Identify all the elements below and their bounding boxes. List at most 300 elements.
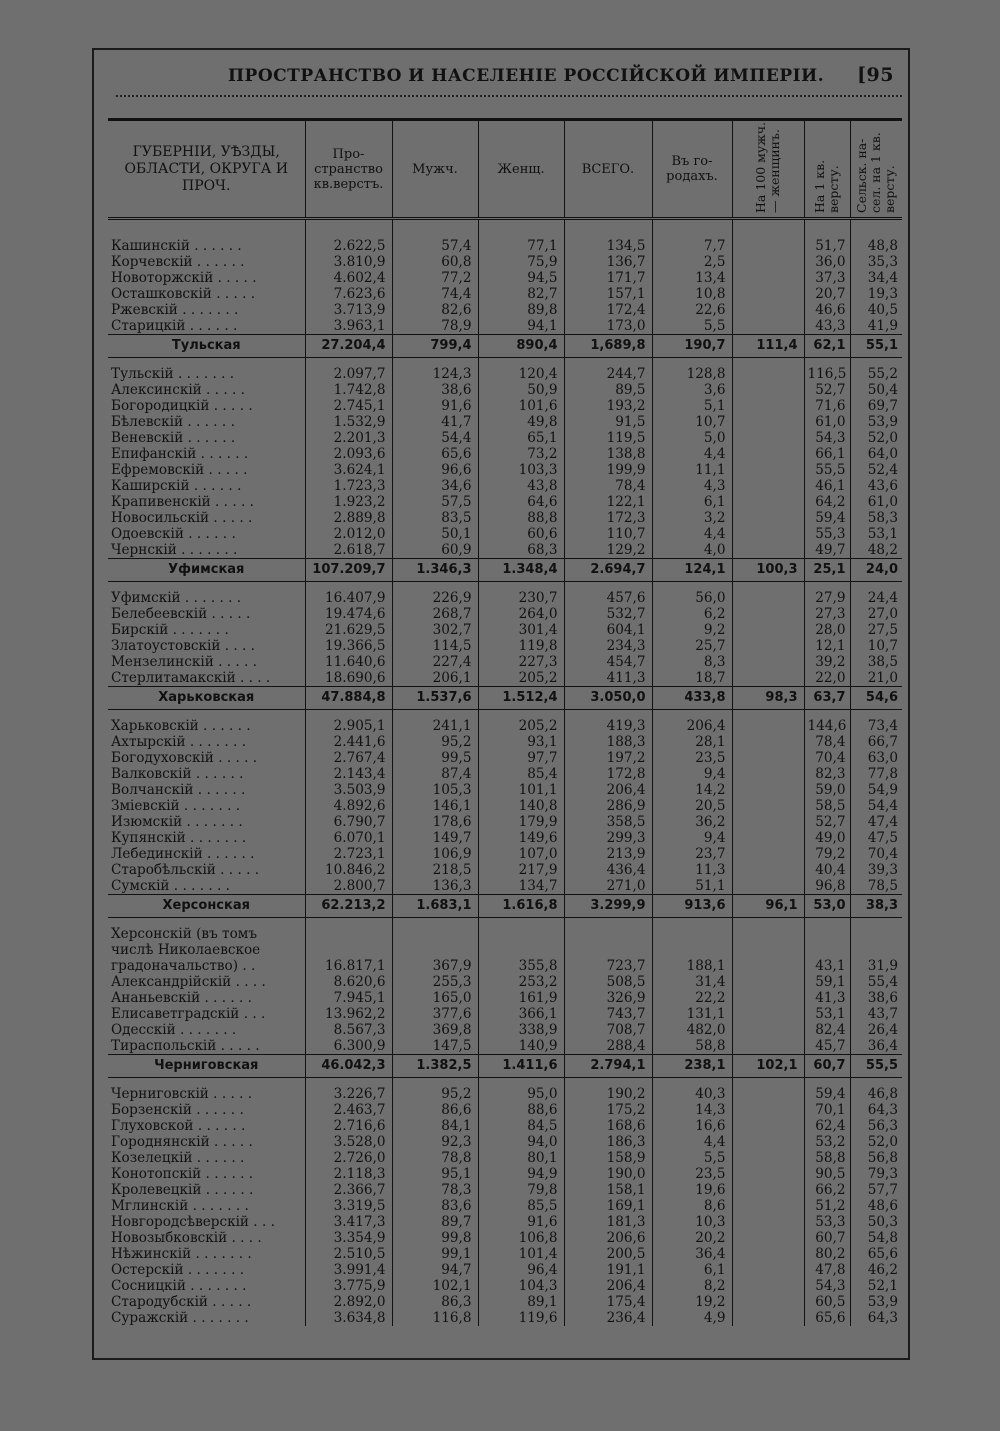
female-value: 230,7 (478, 590, 564, 606)
male-value: 60,9 (392, 542, 478, 559)
male-value: 60,8 (392, 254, 478, 270)
women-per-100-value (732, 942, 804, 958)
table-row (108, 814, 902, 830)
male-value: 89,7 (392, 1214, 478, 1230)
male-value: 226,9 (392, 590, 478, 606)
rural-density-value: 43,6 (867, 478, 898, 494)
table-row (108, 862, 902, 878)
region-name: Осташковскій . . . . . (108, 286, 305, 302)
rural-density-value (850, 926, 902, 942)
urban-value: 6,2 (652, 606, 732, 622)
area-value: 2.366,7 (305, 1182, 392, 1198)
female-value: 96,4 (478, 1262, 564, 1278)
female-value: 227,3 (478, 654, 564, 670)
table-row (108, 974, 902, 990)
female-value: 85,4 (478, 766, 564, 782)
total-value: 206,4 (564, 782, 652, 798)
urban-value: 10,7 (652, 414, 732, 430)
women-per-100-value (732, 830, 804, 846)
area-value: 2.745,1 (305, 398, 392, 414)
rural-density-value: 46,8 (867, 1086, 898, 1102)
region-name: Новозыбковскій . . . . (108, 1230, 305, 1246)
density-value: 39,2 (804, 654, 850, 670)
urban-value: 5,1 (652, 398, 732, 414)
male-value: 302,7 (392, 622, 478, 638)
area-value: 47.884,8 (305, 687, 392, 710)
density-value: 12,1 (804, 638, 850, 654)
area-value: 2.618,7 (305, 542, 392, 559)
region-name: Сумскій . . . . . . . (108, 878, 305, 895)
density-value: 53,1 (804, 1006, 850, 1022)
total-value: 326,9 (564, 990, 652, 1006)
rural-density-value: 38,6 (867, 990, 898, 1006)
rural-density-value: 63,0 (867, 750, 898, 766)
urban-value: 190,7 (652, 335, 732, 358)
density-value: 53,2 (804, 1134, 850, 1150)
total-value (564, 926, 652, 942)
male-value: 78,8 (392, 1150, 478, 1166)
density-value: 52,7 (804, 382, 850, 398)
total-value: 129,2 (564, 542, 652, 559)
density-value: 43,1 (804, 958, 850, 974)
area-value: 27.204,4 (305, 335, 392, 358)
urban-value: 433,8 (652, 687, 732, 710)
female-value: 95,0 (478, 1086, 564, 1102)
area-value: 13.962,2 (305, 1006, 392, 1022)
female-value: 88,6 (478, 1102, 564, 1118)
total-value: 157,1 (564, 286, 652, 302)
male-value: 206,1 (392, 670, 478, 687)
urban-value: 188,1 (652, 958, 732, 974)
rural-density-value: 27,0 (867, 606, 898, 622)
urban-value: 5,0 (652, 430, 732, 446)
women-per-100-value (732, 1182, 804, 1198)
female-value: 80,1 (478, 1150, 564, 1166)
male-value: 149,7 (392, 830, 478, 846)
region-name: Бѣлевскій . . . . . . (108, 414, 305, 430)
density-value: 27,9 (804, 590, 850, 606)
women-per-100-value (732, 734, 804, 750)
table-row (108, 478, 902, 494)
women-per-100-value (732, 670, 804, 687)
male-value: 41,7 (392, 414, 478, 430)
density-value: 58,8 (804, 1150, 850, 1166)
rural-density-value: 64,3 (867, 1310, 898, 1326)
region-name: Уфимская (108, 559, 305, 582)
region-name: Козелецкій . . . . . . (108, 1150, 305, 1166)
women-per-100-value (732, 1102, 804, 1118)
area-value: 3.991,4 (305, 1262, 392, 1278)
area-value: 2.143,4 (305, 766, 392, 782)
women-per-100-value (732, 286, 804, 302)
region-name: Конотопскій . . . . . . (108, 1166, 305, 1182)
male-value: 367,9 (392, 958, 478, 974)
region-name: Богородицкій . . . . . (108, 398, 305, 414)
table-row (108, 1310, 902, 1326)
density-value: 41,3 (804, 990, 850, 1006)
women-per-100-value (732, 1118, 804, 1134)
area-value: 3.417,3 (305, 1214, 392, 1230)
region-name: Каширскій . . . . . . (108, 478, 305, 494)
urban-value: 8,3 (652, 654, 732, 670)
women-per-100-value (732, 510, 804, 526)
area-value: 16.407,9 (305, 590, 392, 606)
rural-density-value: 10,7 (867, 638, 898, 654)
male-value: 78,3 (392, 1182, 478, 1198)
rural-density-value: 41,9 (867, 318, 898, 334)
table-row (108, 846, 902, 862)
density-value: 53,3 (804, 1214, 850, 1230)
region-name: Старицкій . . . . . . (108, 318, 305, 335)
total-value: 134,5 (564, 238, 652, 254)
male-value: 1.382,5 (392, 1055, 478, 1078)
women-per-100-value (732, 238, 804, 254)
urban-value: 3,6 (652, 382, 732, 398)
urban-value: 31,4 (652, 974, 732, 990)
density-value: 78,4 (804, 734, 850, 750)
total-value: 419,3 (564, 718, 652, 734)
female-value: 217,9 (478, 862, 564, 878)
table-row (108, 1006, 902, 1022)
area-value: 2.441,6 (305, 734, 392, 750)
total-value: 723,7 (564, 958, 652, 974)
women-per-100-value (732, 430, 804, 446)
area-value: 107.209,7 (305, 559, 392, 582)
region-name: Лебединскій . . . . . . (108, 846, 305, 862)
table-row (108, 718, 902, 734)
male-value: 136,3 (392, 878, 478, 895)
area-value: 6.300,9 (305, 1038, 392, 1055)
area-value (305, 926, 392, 942)
male-value: 105,3 (392, 782, 478, 798)
total-value: 119,5 (564, 430, 652, 446)
total-value: 197,2 (564, 750, 652, 766)
total-value: 169,1 (564, 1198, 652, 1214)
table-row (108, 398, 902, 414)
total-value: 191,1 (564, 1262, 652, 1278)
rural-density-value (850, 942, 902, 958)
area-value: 21.629,5 (305, 622, 392, 638)
total-value: 190,2 (564, 1086, 652, 1102)
area-value: 3.354,9 (305, 1230, 392, 1246)
male-value: 65,6 (392, 446, 478, 462)
total-value: 604,1 (564, 622, 652, 638)
region-name: Глуховской . . . . . . (108, 1118, 305, 1134)
urban-value: 22,6 (652, 302, 732, 318)
province-row (108, 335, 902, 358)
male-value: 99,1 (392, 1246, 478, 1262)
rural-density-value: 56,8 (867, 1150, 898, 1166)
density-value: 58,5 (804, 798, 850, 814)
women-per-100-value (732, 478, 804, 494)
region-name: Харьковскій . . . . . . (108, 718, 305, 734)
urban-value: 482,0 (652, 1022, 732, 1038)
rural-density-value: 52,4 (867, 462, 898, 478)
col-header-area: Про-странство кв.верстъ. (305, 120, 392, 219)
female-value: 106,8 (478, 1230, 564, 1246)
urban-value: 131,1 (652, 1006, 732, 1022)
rural-density-value: 54,6 (850, 687, 902, 710)
density-value: 52,7 (804, 814, 850, 830)
rural-density-value: 26,4 (867, 1022, 898, 1038)
area-value: 16.817,1 (305, 958, 392, 974)
total-value: 175,4 (564, 1294, 652, 1310)
rural-density-value: 40,5 (867, 302, 898, 318)
total-value: 175,2 (564, 1102, 652, 1118)
area-value: 3.226,7 (305, 1086, 392, 1102)
women-per-100-value (732, 798, 804, 814)
male-value: 57,5 (392, 494, 478, 510)
table-row (108, 1182, 902, 1198)
total-value: 508,5 (564, 974, 652, 990)
male-value: 124,3 (392, 366, 478, 382)
urban-value: 58,8 (652, 1038, 732, 1055)
women-per-100-value (732, 1246, 804, 1262)
rural-density-value: 66,7 (867, 734, 898, 750)
female-value: 68,3 (478, 542, 564, 559)
women-per-100-value (732, 446, 804, 462)
female-value: 77,1 (478, 238, 564, 254)
male-value: 34,6 (392, 478, 478, 494)
region-name: Херсонскій (въ томъ (108, 926, 305, 942)
region-name: Ржевскій . . . . . . . (108, 302, 305, 318)
women-per-100-value (732, 1150, 804, 1166)
region-name: Бирскій . . . . . . . (108, 622, 305, 638)
male-value: 87,4 (392, 766, 478, 782)
region-name: Крапивенскій . . . . . (108, 494, 305, 510)
table-row (108, 510, 902, 526)
rural-density-value: 73,4 (867, 718, 898, 734)
rural-density-value: 53,9 (867, 414, 898, 430)
density-value: 55,3 (804, 526, 850, 542)
rural-density-value: 50,4 (867, 382, 898, 398)
female-value: 366,1 (478, 1006, 564, 1022)
urban-value: 20,5 (652, 798, 732, 814)
male-value: 116,8 (392, 1310, 478, 1326)
women-per-100-value (732, 990, 804, 1006)
female-value: 119,6 (478, 1310, 564, 1326)
male-value: 74,4 (392, 286, 478, 302)
male-value: 114,5 (392, 638, 478, 654)
female-value: 89,8 (478, 302, 564, 318)
rural-density-value: 52,0 (867, 430, 898, 446)
male-value: 92,3 (392, 1134, 478, 1150)
women-per-100-value (732, 1022, 804, 1038)
area-value: 3.810,9 (305, 254, 392, 270)
women-per-100-value (732, 1294, 804, 1310)
province-row (108, 895, 902, 918)
total-value: 1,689,8 (564, 335, 652, 358)
male-value: 106,9 (392, 846, 478, 862)
table-row (108, 270, 902, 286)
rural-density-value: 58,3 (867, 510, 898, 526)
total-value: 288,4 (564, 1038, 652, 1055)
rural-density-value: 53,1 (867, 526, 898, 542)
total-value: 158,9 (564, 1150, 652, 1166)
female-value: 91,6 (478, 1214, 564, 1230)
male-value: 38,6 (392, 382, 478, 398)
area-value: 8.567,3 (305, 1022, 392, 1038)
region-name: Одоевскій . . . . . . (108, 526, 305, 542)
female-value: 94,0 (478, 1134, 564, 1150)
density-value: 64,2 (804, 494, 850, 510)
table-row (108, 254, 902, 270)
total-value: 743,7 (564, 1006, 652, 1022)
page-title: ПРОСТРАНСТВО И НАСЕЛЕНІЕ РОССІЙСКОЙ ИМПЕРІИ. (228, 66, 825, 86)
urban-value: 19,6 (652, 1182, 732, 1198)
region-name: числѣ Николаевское (108, 942, 305, 958)
male-value: 57,4 (392, 238, 478, 254)
table-row (108, 590, 902, 606)
women-per-100-value (732, 382, 804, 398)
urban-value: 13,4 (652, 270, 732, 286)
density-value: 25,1 (804, 559, 850, 582)
male-value: 227,4 (392, 654, 478, 670)
rural-density-value: 43,7 (867, 1006, 898, 1022)
table-row (108, 670, 902, 687)
female-value: 73,2 (478, 446, 564, 462)
total-value: 172,3 (564, 510, 652, 526)
col-header-region: ГУБЕРНІИ, УѢЗДЫ, ОБЛАСТИ, ОКРУГА И ПРОЧ. (108, 120, 305, 219)
density-value: 45,7 (804, 1038, 850, 1055)
urban-value: 6,1 (652, 1262, 732, 1278)
table-spacer (108, 918, 902, 927)
rural-density-value: 64,0 (867, 446, 898, 462)
area-value: 19.474,6 (305, 606, 392, 622)
total-value: 454,7 (564, 654, 652, 670)
male-value: 178,6 (392, 814, 478, 830)
density-value: 60,5 (804, 1294, 850, 1310)
urban-value: 2,5 (652, 254, 732, 270)
urban-value: 36,2 (652, 814, 732, 830)
urban-value: 23,5 (652, 750, 732, 766)
density-value: 116,5 (804, 366, 850, 382)
urban-value: 4,3 (652, 478, 732, 494)
table-row (108, 638, 902, 654)
table-row (108, 446, 902, 462)
female-value: 89,1 (478, 1294, 564, 1310)
area-value: 2.463,7 (305, 1102, 392, 1118)
rural-density-value: 35,3 (867, 254, 898, 270)
total-value: 186,3 (564, 1134, 652, 1150)
header-rule (116, 95, 902, 105)
male-value: 99,5 (392, 750, 478, 766)
total-value: 193,2 (564, 398, 652, 414)
female-value: 43,8 (478, 478, 564, 494)
density-value: 79,2 (804, 846, 850, 862)
table-row (108, 734, 902, 750)
region-name: Борзенскій . . . . . . (108, 1102, 305, 1118)
total-value: 190,0 (564, 1166, 652, 1182)
density-value: 51,7 (804, 238, 850, 254)
table-row (108, 654, 902, 670)
female-value: 120,4 (478, 366, 564, 382)
female-value: 338,9 (478, 1022, 564, 1038)
table-spacer (108, 358, 902, 367)
density-value: 62,1 (804, 335, 850, 358)
urban-value: 16,6 (652, 1118, 732, 1134)
density-value: 49,7 (804, 542, 850, 559)
male-value: 218,5 (392, 862, 478, 878)
rural-density-value: 46,2 (867, 1262, 898, 1278)
table-row (108, 990, 902, 1006)
urban-value: 36,4 (652, 1246, 732, 1262)
area-value: 1.742,8 (305, 382, 392, 398)
rural-density-value: 70,4 (867, 846, 898, 862)
women-per-100-value (732, 926, 804, 942)
density-value: 63,7 (804, 687, 850, 710)
table-row (108, 286, 902, 302)
urban-value: 913,6 (652, 895, 732, 918)
female-value: 253,2 (478, 974, 564, 990)
male-value: 1.537,6 (392, 687, 478, 710)
density-value: 65,6 (804, 1310, 850, 1326)
area-value: 2.012,0 (305, 526, 392, 542)
total-value: 188,3 (564, 734, 652, 750)
table-row (108, 414, 902, 430)
male-value: 146,1 (392, 798, 478, 814)
region-name: градоначальство) . . (108, 958, 305, 974)
rural-density-value: 27,5 (867, 622, 898, 638)
urban-value: 9,4 (652, 830, 732, 846)
urban-value (652, 926, 732, 942)
total-value: 206,6 (564, 1230, 652, 1246)
density-value: 22,0 (804, 670, 850, 687)
table-row (108, 926, 902, 942)
density-value: 27,3 (804, 606, 850, 622)
female-value: 84,5 (478, 1118, 564, 1134)
area-value: 2.097,7 (305, 366, 392, 382)
table-row (108, 302, 902, 318)
region-name: Новосильскій . . . . . (108, 510, 305, 526)
total-value: 286,9 (564, 798, 652, 814)
region-name: Черниговскій . . . . . (108, 1086, 305, 1102)
table-body (108, 219, 902, 1327)
density-value: 20,7 (804, 286, 850, 302)
province-row (108, 687, 902, 710)
total-value: 138,8 (564, 446, 652, 462)
total-value: 2.694,7 (564, 559, 652, 582)
area-value (305, 942, 392, 958)
urban-value: 23,7 (652, 846, 732, 862)
women-per-100-value (732, 862, 804, 878)
table-row (108, 1022, 902, 1038)
col-header-total: ВСЕГО. (564, 120, 652, 219)
density-value: 55,5 (804, 462, 850, 478)
region-name: Ефремовскій . . . . . (108, 462, 305, 478)
table-row (108, 318, 902, 335)
area-value: 1.923,2 (305, 494, 392, 510)
density-value: 90,5 (804, 1166, 850, 1182)
rural-density-value: 78,5 (867, 878, 898, 894)
table-row (108, 494, 902, 510)
population-table (108, 118, 902, 1326)
women-per-100-value (732, 462, 804, 478)
table-row (108, 942, 902, 958)
area-value: 11.640,6 (305, 654, 392, 670)
female-value: 60,6 (478, 526, 564, 542)
total-value: 2.794,1 (564, 1055, 652, 1078)
total-value: 200,5 (564, 1246, 652, 1262)
male-value: 95,2 (392, 1086, 478, 1102)
region-name: Корчевскій . . . . . . (108, 254, 305, 270)
table-row (108, 1246, 902, 1262)
rural-density-value: 48,6 (867, 1198, 898, 1214)
rural-density-value: 57,7 (867, 1182, 898, 1198)
table-row (108, 1038, 902, 1055)
total-value: 3.050,0 (564, 687, 652, 710)
col-header-density: На 1 кв. версту. (804, 120, 850, 219)
